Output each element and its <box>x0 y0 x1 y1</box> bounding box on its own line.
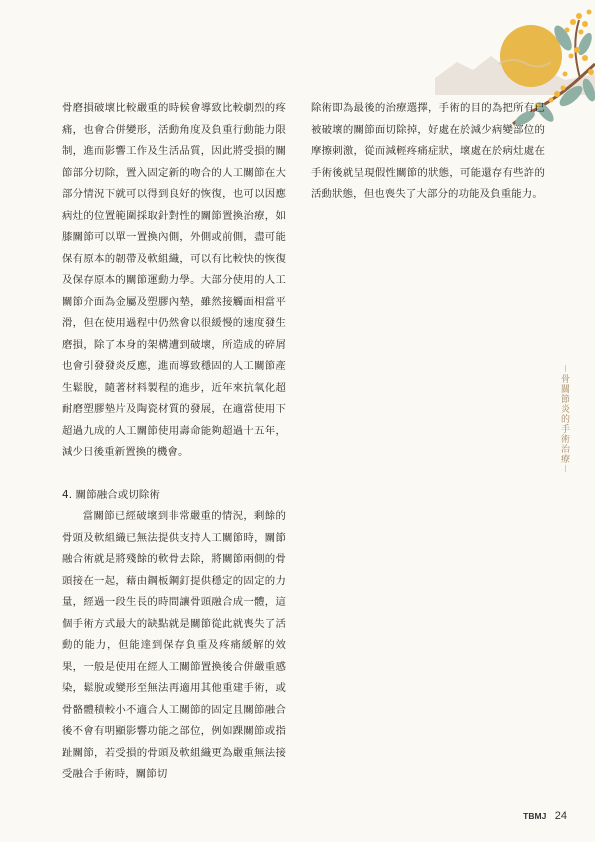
page-number: 24 <box>554 810 567 822</box>
moon-icon <box>500 25 562 87</box>
body-paragraph: 除術即為最後的治療選擇，手術的目的為把所有已被破壞的關節面切除掉，好處在於減少病變部位的摩擦刺激，從而減輕疼痛症狀，壞處在於病灶處在手術後就呈現假性關節的狀態，可能還存有些許的活動狀態，但也喪失了大部分的功能及負重能力。 <box>311 102 545 200</box>
left-text-column <box>62 98 286 786</box>
vertical-section-title: －骨關節炎的手術治療－ <box>559 364 569 475</box>
section-heading: 4. 關節融合或切除術 <box>62 488 160 501</box>
right-text-column <box>311 98 545 206</box>
body-paragraph: 骨磨損破壞比較嚴重的時候會導致比較劇烈的疼痛，也會合併變形，活動角度及負重行動能力限制，進而影響工作及生活品質，因此將受損的關節部分切除，置入固定新的吻合的人工關節在大部分情況下就可以得到良好的恢復，也可以因應病灶的位置範圍採取針對性的關節置換治療，如膝關節可以單一置換內側，外側或前側，盡可能保有原本的韌帶及軟組織，可以有比較快的恢復及保存原本的關節運動力學。大部分使用的人工關節介面為金屬及塑膠內墊，雖然接觸面相當平滑，但在使用過程中仍然會以很緩慢的速度發生磨損，除了本身的架構遭到破壞，所造成的碎屑也會引發發炎反應，進而導致穩固的人工關節產生鬆脫，隨著材料製程的進步，近年來抗氧化超耐磨塑膠墊片及陶瓷材質的發展，在適當使用下超過九成的人工關節使用壽命能夠超過十五年，減少日後重新置換的機會。 <box>62 102 286 458</box>
body-paragraph: 當關節已經破壞到非常嚴重的情況，剩餘的骨頭及軟組織已無法提供支持人工關節時，關節融合術就是將殘餘的軟骨去除，將關節兩側的骨頭接在一起，藉由鋼板鋼釘提供穩定的固定的力量，經過一段生長的時間讓骨頭融合成一體，這個手術方式最大的缺點就是關節從此就喪失了活動的能力，但能達到保存負重及疼痛緩解的效果，一般是使用在經人工關節置換後合併嚴重感染，鬆脫或變形至無法再適用其他重建手術，或骨骼體積較小不適合人工關節的固定且關節融合後不會有明顯影響功能之部位，例如踝關節或指趾關節，若受損的骨頭及軟組織更為嚴重無法接受融合手術時，關節切 <box>62 510 286 780</box>
journal-name: TBMJ <box>523 811 547 821</box>
page-footer <box>523 806 567 824</box>
